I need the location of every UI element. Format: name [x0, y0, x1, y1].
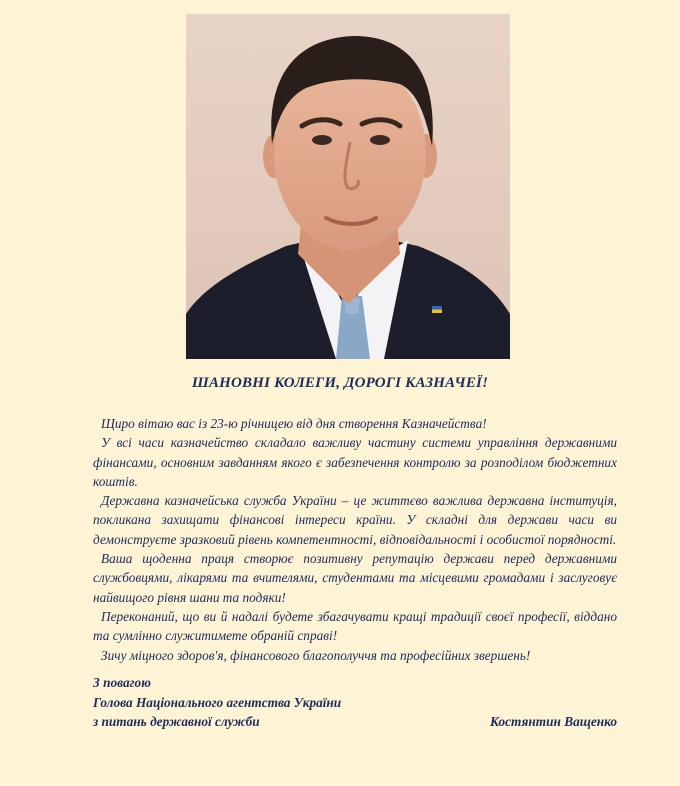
signature-name: Костянтин Ващенко — [489, 714, 617, 729]
letter-paragraph: Переконаний, що ви й надалі будете збагачувати кращі традиції своєї професії, віддано та сумлінно служитимете обраній справі! — [93, 608, 617, 644]
signature-block — [93, 673, 617, 732]
signature-closing: З повагою — [93, 675, 151, 690]
letter-paragraph: Ваша щоденна праця створює позитивну репутацію держави перед державними службовцями, лікарями та вчителями, студентами та місцевими громадами і заслуговує найвищого рівня шани та подяки! — [93, 551, 617, 605]
letter-paragraph: У всі часи казначейство складало важливу частину системи управління державними фінансами, основним завданням якого є забезпечення контролю за розподілом бюджетних коштів. — [93, 435, 617, 489]
letter-heading: ШАНОВНІ КОЛЕГИ, ДОРОГІ КАЗНАЧЕЇ! — [191, 375, 489, 391]
letter-paragraph: Державна казначейська служба України – це життєво важлива державна інституція, покликана захищати фінансові інтереси країни. У складні для держави часи ви демонструєте зразковий рівень компетентності, відповідальності і особистої порядності. — [93, 493, 617, 547]
letter-paragraph: Зичу міцного здоров'я, фінансового благополуччя та професійних звершень! — [101, 647, 531, 663]
signature-position-line2: з питань державної служби — [93, 714, 260, 729]
letter-body — [93, 414, 617, 665]
signature-position-line1: Голова Національного агентства України — [93, 694, 342, 710]
letter-paragraph: Щиро вітаю вас із 23-ю річницею від дня створення Казначейства! — [101, 416, 487, 431]
portrait-photo — [186, 14, 510, 359]
